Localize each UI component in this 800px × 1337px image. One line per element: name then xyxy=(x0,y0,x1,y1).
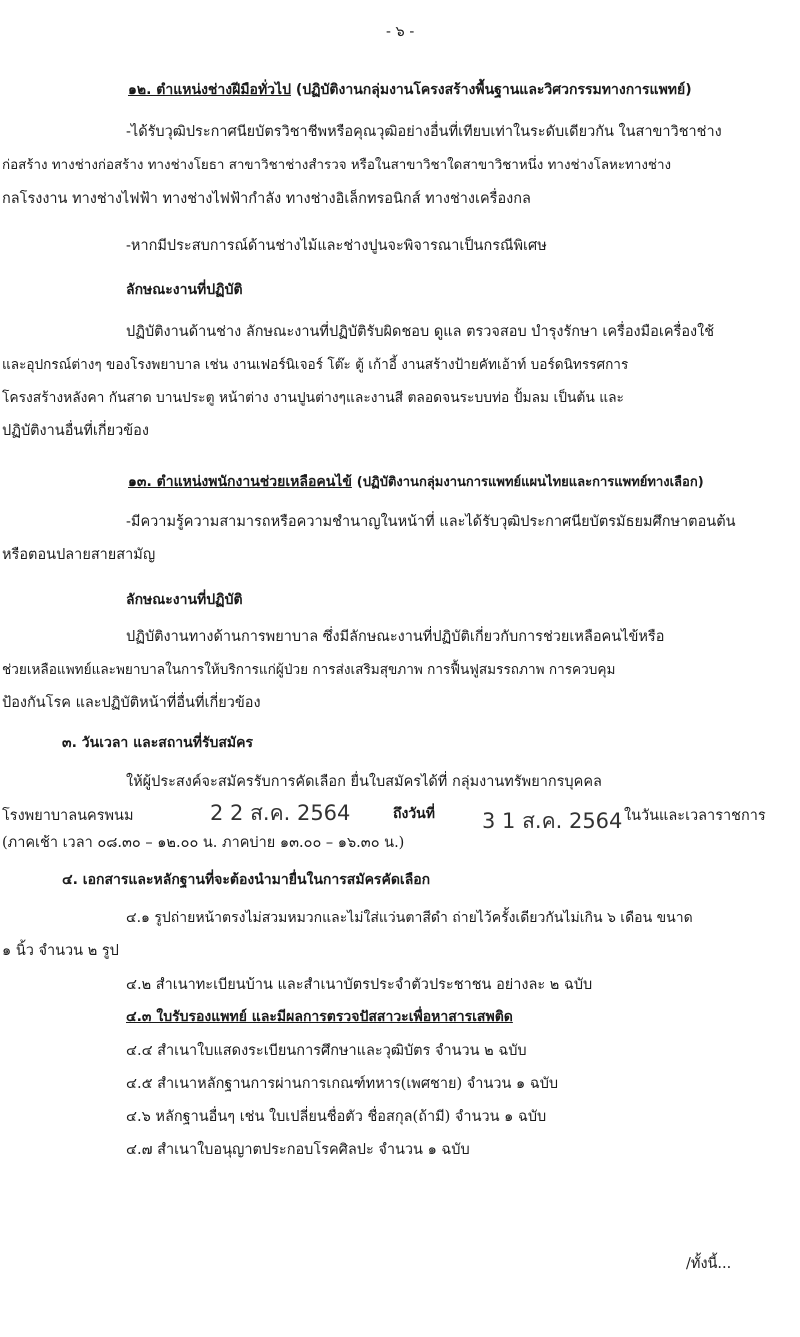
section-13-duty-title: ลักษณะงานที่ปฏิบัติ xyxy=(126,592,243,608)
document-item-4-5: ๔.๕ สำเนาหลักฐานการผ่านการเกณฑ์ทหาร(เพศชาย) จำนวน ๑ ฉบับ xyxy=(126,1076,559,1092)
section-13-duty-line-3: ป้องกันโรค และปฏิบัติหน้าที่อื่นที่เกี่ยวข้อง xyxy=(2,695,261,711)
handwritten-end-date: 3 1 ส.ค. 2564 xyxy=(482,809,623,833)
section-12-duty-line-4: ปฏิบัติงานอื่นที่เกี่ยวข้อง xyxy=(2,423,149,439)
application-place-line: ให้ผู้ประสงค์จะสมัครรับการคัดเลือก ยื่นใบสมัครได้ที่ กลุ่มงานทรัพยากรบุคคล xyxy=(126,774,602,790)
document-item-4-1b: ๑ นิ้ว จำนวน ๒ รูป xyxy=(2,943,119,959)
section-12-subtitle: (ปฏิบัติงานกลุ่มงานโครงสร้างพื้นฐานและวิศวกรรมทางการแพทย์) xyxy=(295,82,692,98)
official-hours-label: ในวันและเวลาราชการ xyxy=(624,808,766,824)
section-12-duty-line-1: ปฏิบัติงานด้านช่าง ลักษณะงานที่ปฏิบัติรับผิดชอบ ดูแล ตรวจสอบ บำรุงรักษา เครื่องมือเครื่องใช้ xyxy=(126,324,715,340)
section-3-title: ๓. วันเวลา และสถานที่รับสมัคร xyxy=(62,735,254,751)
document-item-4-7: ๔.๗ สำเนาใบอนุญาตประกอบโรคศิลปะ จำนวน ๑ ฉบับ xyxy=(126,1142,470,1158)
section-12-qual-line-1: -ได้รับวุฒิประกาศนียบัตรวิชาชีพหรือคุณวุฒิอย่างอื่นที่เทียบเท่าในระดับเดียวกัน ในสาขาวิชาช่าง xyxy=(126,124,722,140)
section-12-qual-line-3: กลโรงงาน ทางช่างไฟฟ้า ทางช่างไฟฟ้ากำลัง ทางช่างอิเล็กทรอนิกส์ ทางช่างเครื่องกล xyxy=(2,191,531,207)
section-12-qual-line-2: ก่อสร้าง ทางช่างก่อสร้าง ทางช่างโยธา สาขาวิชาช่างสำรวจ หรือในสาขาวิชาใดสาขาวิชาหนึ่ง ทางช่างโลหะทางช่าง xyxy=(2,158,672,173)
document-item-4-1a: ๔.๑ รูปถ่ายหน้าตรงไม่สวมหมวกและไม่ใส่แว่นตาสีดำ ถ่ายไว้ครั้งเดียวกันไม่เกิน ๖ เดือน ขนาด xyxy=(126,910,693,926)
section-4-title: ๔. เอกสารและหลักฐานที่จะต้องนำมายื่นในการสมัครคัดเลือก xyxy=(62,872,431,888)
section-13-qual-line-1: -มีความรู้ความสามารถหรือความชำนาญในหน้าที่ และได้รับวุฒิประกาศนียบัตรมัธยมศึกษาตอนต้น xyxy=(126,514,736,530)
handwritten-start-date: 2 2 ส.ค. 2564 xyxy=(210,801,351,825)
page-number: - ๖ - xyxy=(386,24,415,40)
document-item-4-6: ๔.๖ หลักฐานอื่นๆ เช่น ใบเปลี่ยนชื่อตัว ชื่อสกุล(ถ้ามี) จำนวน ๑ ฉบับ xyxy=(126,1109,547,1125)
document-item-4-3: ๔.๓ ใบรับรองแพทย์ และมีผลการตรวจปัสสาวะเพื่อหาสารเสพติด xyxy=(126,1009,513,1025)
section-12-duty-line-2: และอุปกรณ์ต่างๆ ของโรงพยาบาล เช่น งานเฟอร์นิเจอร์ โต๊ะ ตู้ เก้าอี้ งานสร้างป้ายคัทเอ้าท์ บอร์ดนิทรรศการ xyxy=(2,357,629,373)
section-13-qual-line-2: หรือตอนปลายสายสามัญ xyxy=(2,547,156,563)
office-hours: (ภาคเช้า เวลา ๐๘.๓๐ – ๑๒.๐๐ น. ภาคบ่าย ๑๓.๐๐ – ๑๖.๓๐ น.) xyxy=(2,835,405,851)
section-13-heading xyxy=(128,472,704,493)
section-12-heading xyxy=(128,80,692,100)
document-item-4-4: ๔.๔ สำเนาใบแสดงระเบียนการศึกษาและวุฒิบัตร จำนวน ๒ ฉบับ xyxy=(126,1043,527,1059)
section-13-duty-line-2: ช่วยเหลือแพทย์และพยาบาลในการให้บริการแก่ผู้ป่วย การส่งเสริมสุขภาพ การฟื้นฟูสมรรถภาพ การควบคุม xyxy=(2,662,616,678)
section-12-duty-title: ลักษณะงานที่ปฏิบัติ xyxy=(126,282,243,298)
until-label: ถึงวันที่ xyxy=(393,806,435,822)
section-12-special: -หากมีประสบการณ์ด้านช่างไม้และช่างปูนจะพิจารณาเป็นกรณีพิเศษ xyxy=(126,238,547,254)
section-13-title: ๑๓. ตำแหน่งพนักงานช่วยเหลือคนไข้ xyxy=(128,474,352,490)
section-13-subtitle: (ปฏิบัติงานกลุ่มงานการแพทย์แผนไทยและการแพทย์ทางเลือก) xyxy=(356,475,704,490)
continued-marker: /ทั้งนี้... xyxy=(686,1256,732,1272)
document-item-4-2: ๔.๒ สำเนาทะเบียนบ้าน และสำเนาบัตรประจำตัวประชาชน อย่างละ ๒ ฉบับ xyxy=(126,977,593,993)
section-12-duty-line-3: โครงสร้างหลังคา กันสาด บานประตู หน้าต่าง งานปูนต่างๆและงานสี ตลอดจนระบบท่อ ปั้มลม เป็นต้น และ xyxy=(2,390,624,406)
section-12-title: ๑๒. ตำแหน่งช่างฝีมือทั่วไป xyxy=(128,82,291,98)
section-13-duty-line-1: ปฏิบัติงานทางด้านการพยาบาล ซึ่งมีลักษณะงานที่ปฏิบัติเกี่ยวกับการช่วยเหลือคนไข้หรือ xyxy=(126,629,665,645)
hospital-name: โรงพยาบาลนครพนม xyxy=(2,808,134,824)
